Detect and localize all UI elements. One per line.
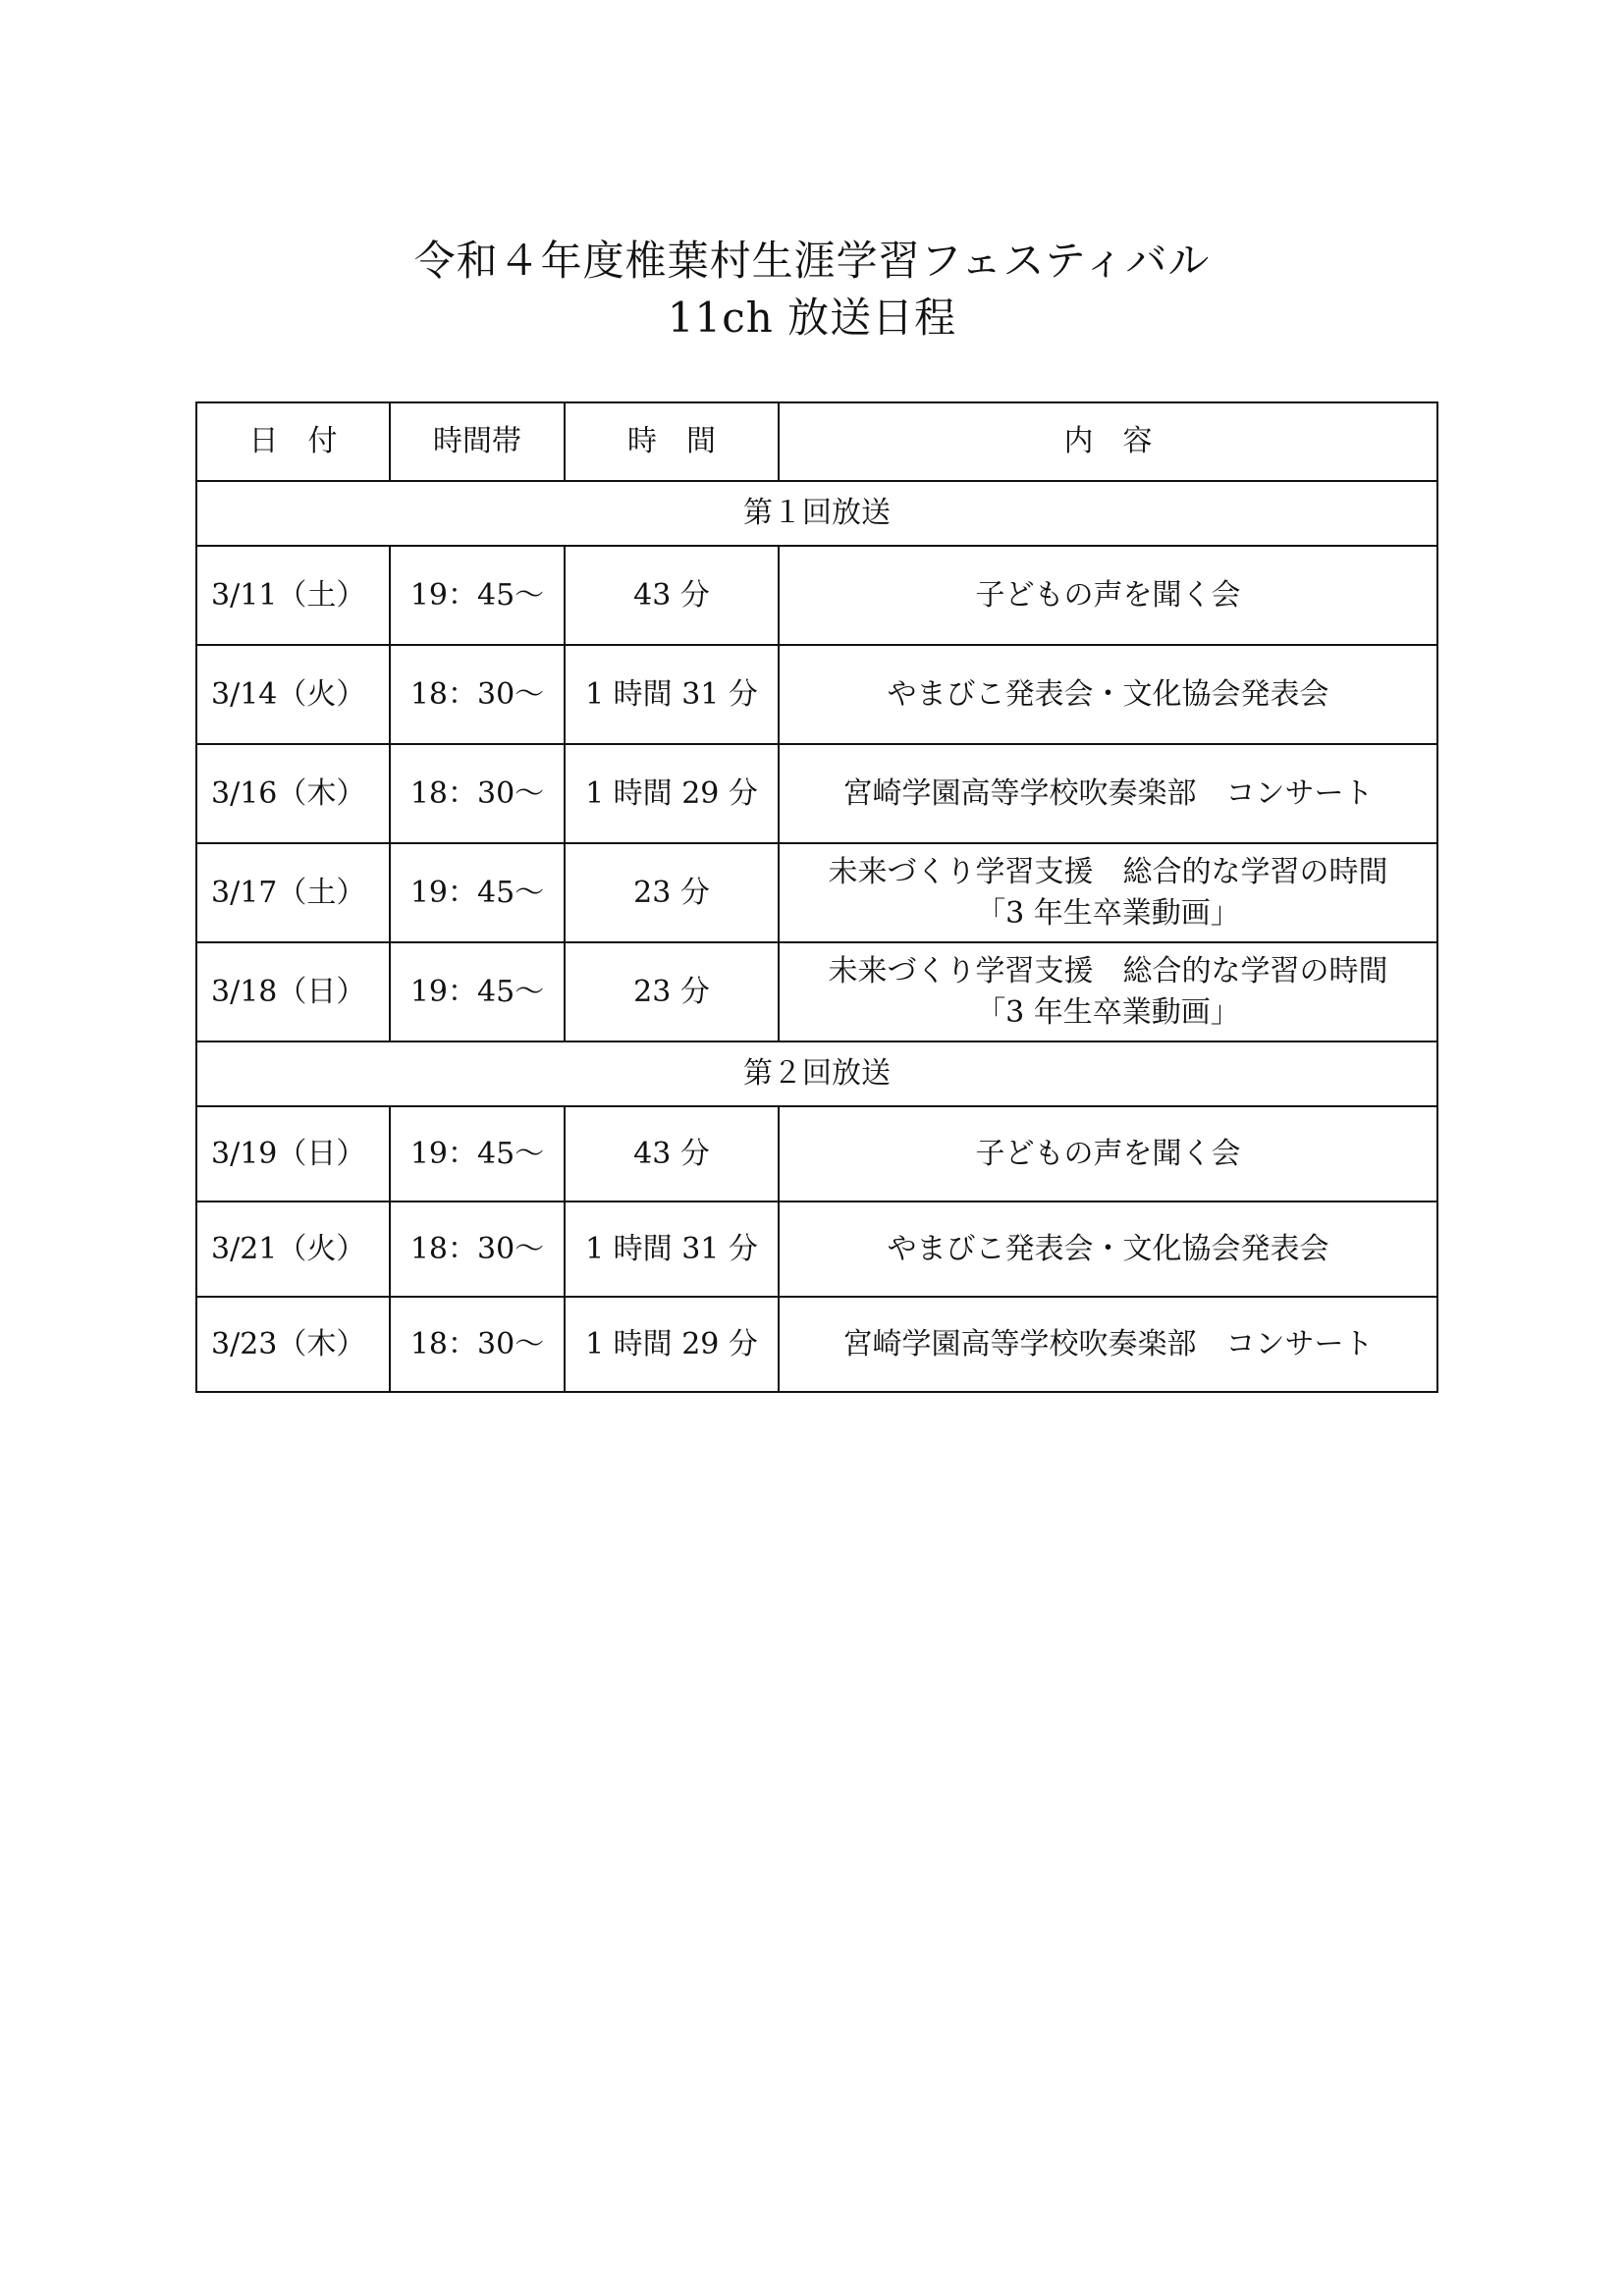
duration-cell: 1 時間 31 分 <box>565 1201 779 1297</box>
content-line: 子どもの声を聞く会 <box>975 577 1241 613</box>
table-row <box>196 744 1437 843</box>
date-cell: 3/18（日） <box>196 942 390 1041</box>
section-label: 第２回放送 <box>196 1041 1437 1106</box>
content-line: 「3 年生卒業動画」 <box>976 895 1240 931</box>
content-line: やまびこ発表会・文化協会発表会 <box>887 676 1329 712</box>
time-slot-cell: 18：30～ <box>390 1201 565 1297</box>
time-slot-cell: 19：45～ <box>390 1106 565 1201</box>
column-header-content: 内 容 <box>779 402 1437 481</box>
table-row <box>196 1201 1437 1297</box>
date-cell: 3/17（土） <box>196 843 390 942</box>
time-slot-cell: 19：45～ <box>390 546 565 645</box>
duration-cell: 23 分 <box>565 843 779 942</box>
content-cell <box>779 1297 1437 1392</box>
date-cell: 3/19（日） <box>196 1106 390 1201</box>
content-cell <box>779 942 1437 1041</box>
duration-cell: 1 時間 31 分 <box>565 645 779 744</box>
duration-cell: 1 時間 29 分 <box>565 1297 779 1392</box>
table-row <box>196 1106 1437 1201</box>
column-header-date: 日 付 <box>196 402 390 481</box>
time-slot-cell: 18：30～ <box>390 744 565 843</box>
date-cell: 3/14（火） <box>196 645 390 744</box>
content-cell <box>779 645 1437 744</box>
time-slot-cell: 18：30～ <box>390 1297 565 1392</box>
content-cell <box>779 843 1437 942</box>
column-header-duration: 時 間 <box>565 402 779 481</box>
table-row <box>196 942 1437 1041</box>
document-subtitle: 11ch 放送日程 <box>667 294 957 342</box>
time-slot-cell: 19：45～ <box>390 843 565 942</box>
table-row <box>196 843 1437 942</box>
content-cell <box>779 744 1437 843</box>
content-line: やまびこ発表会・文化協会発表会 <box>887 1231 1329 1266</box>
content-cell <box>779 1201 1437 1297</box>
document-title: 令和４年度椎葉村生涯学習フェスティバル <box>413 237 1211 285</box>
date-cell: 3/21（火） <box>196 1201 390 1297</box>
content-cell <box>779 546 1437 645</box>
content-line: 未来づくり学習支援 総合的な学習の時間 <box>828 953 1388 988</box>
duration-cell: 43 分 <box>565 546 779 645</box>
duration-cell: 23 分 <box>565 942 779 1041</box>
table-row <box>196 546 1437 645</box>
duration-cell: 1 時間 29 分 <box>565 744 779 843</box>
date-cell: 3/11（土） <box>196 546 390 645</box>
time-slot-cell: 19：45～ <box>390 942 565 1041</box>
duration-cell: 43 分 <box>565 1106 779 1201</box>
section-label: 第１回放送 <box>196 481 1437 546</box>
content-line: 宮崎学園高等学校吹奏楽部 コンサート <box>842 775 1374 811</box>
time-slot-cell: 18：30～ <box>390 645 565 744</box>
column-header-time-slot: 時間帯 <box>390 402 565 481</box>
content-line: 子どもの声を聞く会 <box>975 1136 1241 1171</box>
date-cell: 3/16（木） <box>196 744 390 843</box>
section-row <box>196 1041 1437 1106</box>
content-cell <box>779 1106 1437 1201</box>
content-line: 宮崎学園高等学校吹奏楽部 コンサート <box>842 1326 1374 1362</box>
content-line: 未来づくり学習支援 総合的な学習の時間 <box>828 854 1388 889</box>
section-row <box>196 481 1437 546</box>
table-header-row <box>196 402 1437 481</box>
table-row <box>196 645 1437 744</box>
table-row <box>196 1297 1437 1392</box>
broadcast-schedule-table <box>195 401 1438 1393</box>
content-line: 「3 年生卒業動画」 <box>976 994 1240 1030</box>
date-cell: 3/23（木） <box>196 1297 390 1392</box>
